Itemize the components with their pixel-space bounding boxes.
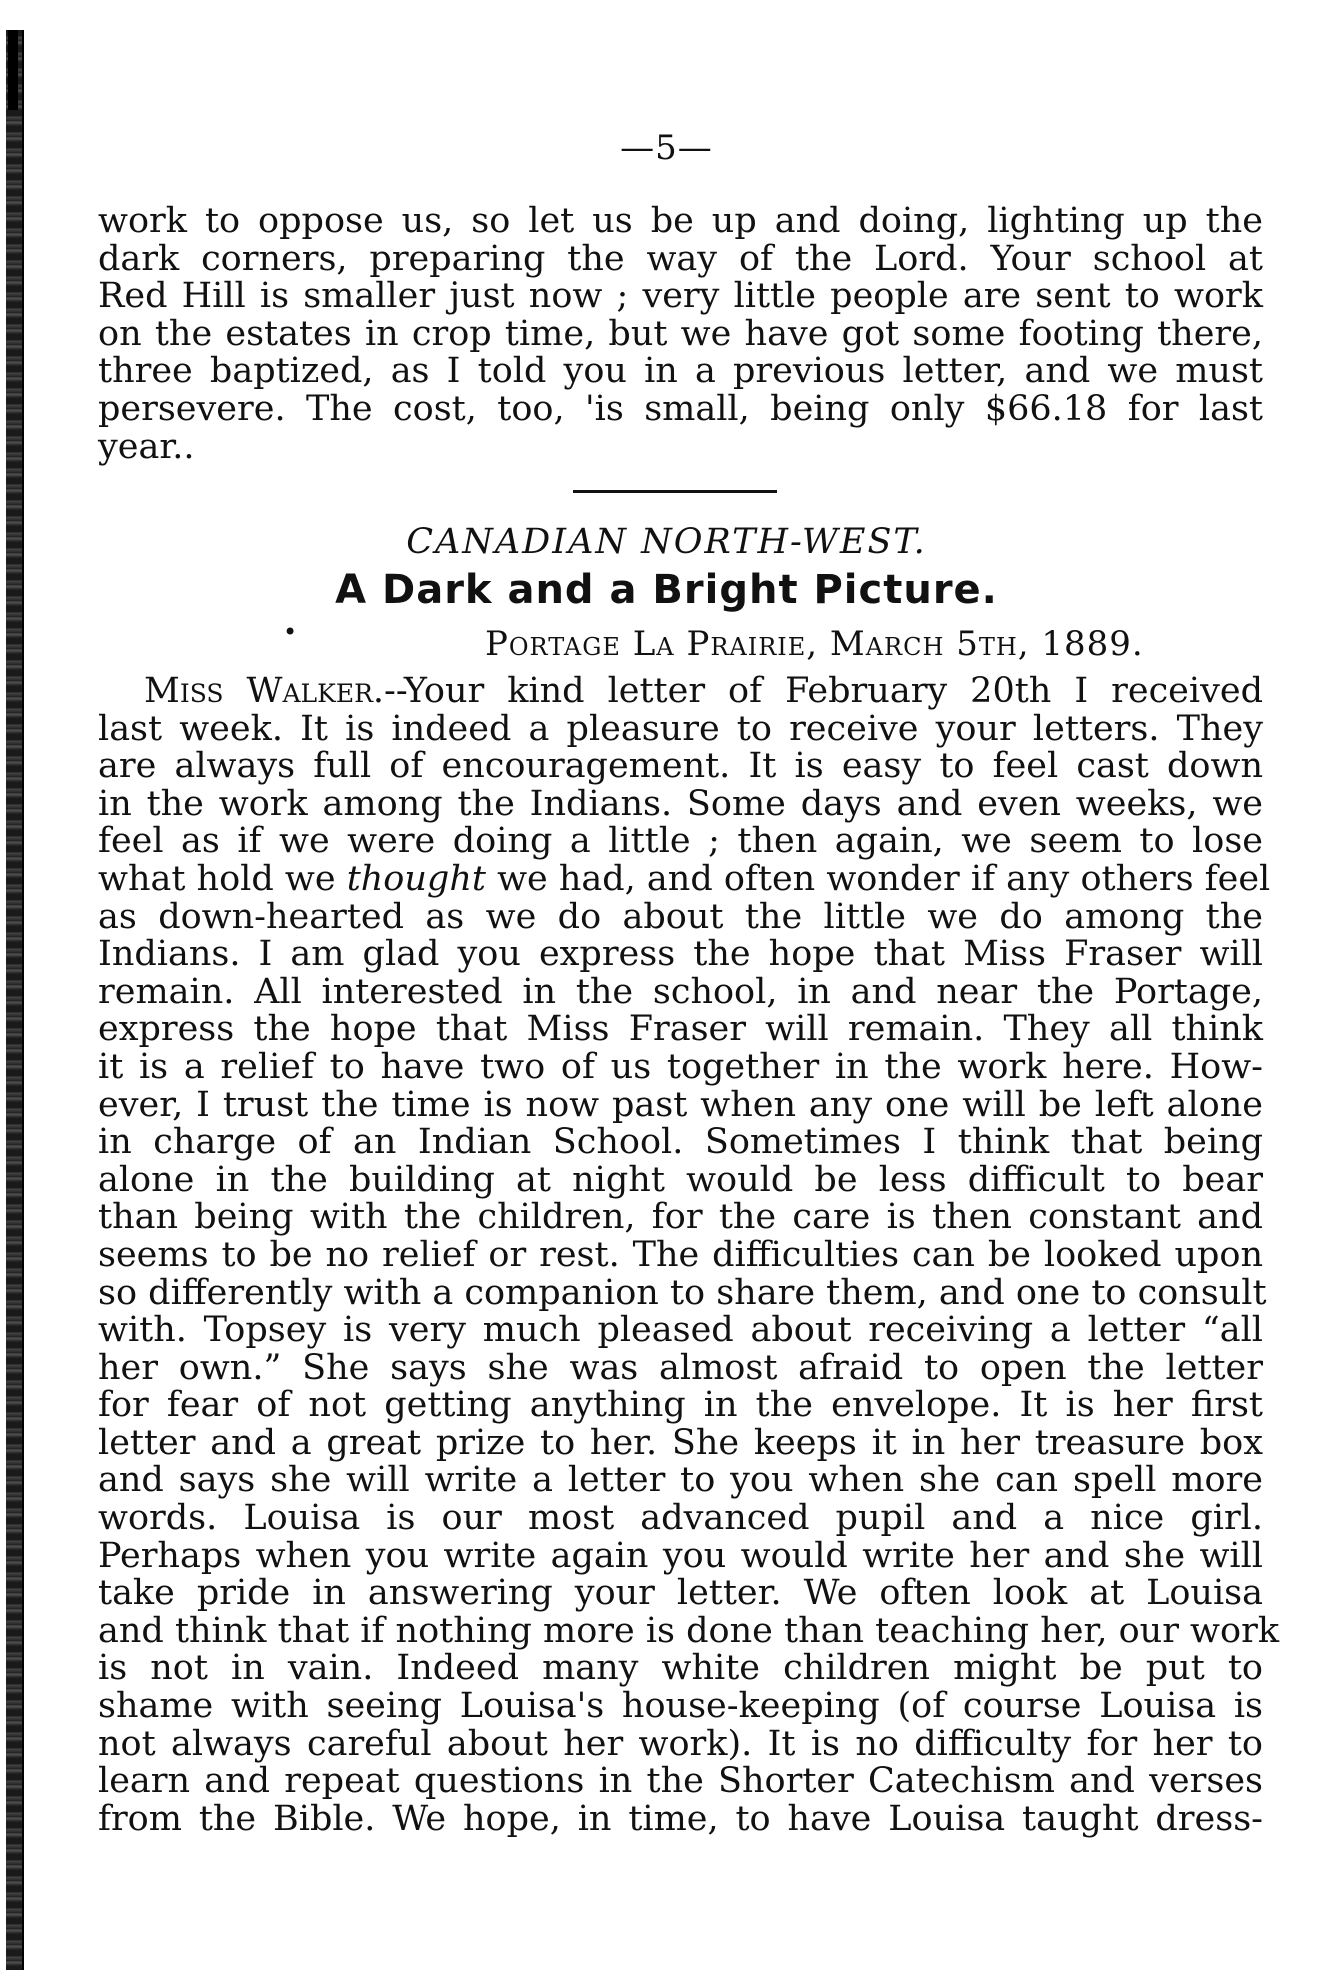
text-fragment: we had, and often wonder if any others feel [485, 858, 1271, 899]
salutation: Miss Walker. [144, 671, 385, 711]
text-line: Perhaps when you write again you would write her and she will [98, 1535, 1263, 1576]
text-line: in the work among the Indians. Some days and even weeks, we [98, 783, 1263, 824]
text-line: for fear of not getting anything in the envelope. It is her first [98, 1385, 1263, 1426]
text-line: her own.” She says she was almost afraid to open the letter [98, 1347, 1263, 1388]
text-line: dark corners, preparing the way of the Lord. Your school at [98, 238, 1263, 279]
text-line: feel as if we were doing a little ; then again, we seem to lose [98, 821, 1263, 862]
text-line: than being with the children, for the care is then constant and [98, 1197, 1263, 1238]
text-line: and says she will write a letter to you when she can spell more [98, 1460, 1263, 1501]
binding-edge [6, 30, 24, 1970]
text-line: learn and repeat questions in the Shorter Catechism and verses [98, 1761, 1263, 1802]
text-line: year.. [98, 426, 195, 467]
text-line: Red Hill is smaller just now ; very little people are sent to work [98, 276, 1263, 317]
text-line: remain. All interested in the school, in and near the Portage, [98, 971, 1263, 1012]
dateline: Portage La Prairie, March 5th, 1889. [485, 624, 1144, 664]
text-line: words. Louisa is our most advanced pupil and a nice girl. [98, 1498, 1263, 1539]
text-line: work to oppose us, so let us be up and doing, lighting up the [98, 201, 1263, 241]
text-line: persevere. The cost, too, 'is small, being only $66.18 for last [98, 388, 1263, 429]
text-line: ever, I trust the time is now past when any one will be left alone [98, 1084, 1263, 1125]
intro-paragraph [98, 203, 1263, 466]
page-number: —5— [620, 128, 713, 168]
text-line: on the estates in crop time, but we have got some footing there, [98, 313, 1263, 354]
article-title: A Dark and a Bright Picture. [335, 567, 998, 613]
letter-body [98, 671, 1280, 1839]
text-line: take pride in answering your letter. We often look at Louisa [98, 1573, 1263, 1614]
section-divider [573, 490, 777, 493]
binding-edge-dark-band [8, 30, 18, 110]
text-line: seems to be no relief or rest. The difficulties can be looked upon [98, 1234, 1263, 1275]
text-line: shame with seeing Louisa's house-keeping (of course Louisa is [98, 1686, 1263, 1727]
opening-text: --Your kind letter of February 20th I received [384, 671, 1263, 711]
emphasized-word: thought [346, 858, 486, 899]
text-line: so differently with a companion to share them, and one to consult [98, 1272, 1267, 1313]
text-line: with. Topsey is very much pleased about receiving a letter “all [98, 1310, 1263, 1351]
text-line: letter and a great prize to her. She keeps it in her treasure box [98, 1422, 1263, 1463]
text-line: in charge of an Indian School. Sometimes I think that being [98, 1122, 1263, 1163]
text-line: alone in the building at night would be less difficult to bear [98, 1159, 1263, 1200]
text-line: and think that if nothing more is done than teaching her, our work [98, 1610, 1280, 1651]
text-line: last week. It is indeed a pleasure to receive your letters. They [98, 708, 1263, 749]
stray-print-mark: • [283, 618, 298, 646]
section-label: CANADIAN NORTH-WEST. [406, 522, 927, 562]
text-line: is not in vain. Indeed many white children might be put to [98, 1648, 1263, 1689]
text-line: Indians. I am glad you express the hope that Miss Fraser will [98, 934, 1263, 975]
text-line: not always careful about her work). It is no difficulty for her to [98, 1723, 1263, 1764]
text-line: express the hope that Miss Fraser will remain. They all think [98, 1009, 1263, 1050]
text-line: are always full of encouragement. It is easy to feel cast down [98, 746, 1263, 787]
text-fragment: what hold we [98, 858, 347, 899]
text-line-with-emphasis [98, 858, 1271, 899]
text-line: it is a relief to have two of us together in the work here. How- [98, 1046, 1263, 1087]
text-line: as down-hearted as we do about the little we do among the [98, 896, 1263, 937]
letter-opening-line [98, 673, 1263, 711]
text-line: from the Bible. We hope, in time, to have Louisa taught dress- [98, 1798, 1263, 1839]
text-line: three baptized, as I told you in a previous letter, and we must [98, 351, 1263, 392]
